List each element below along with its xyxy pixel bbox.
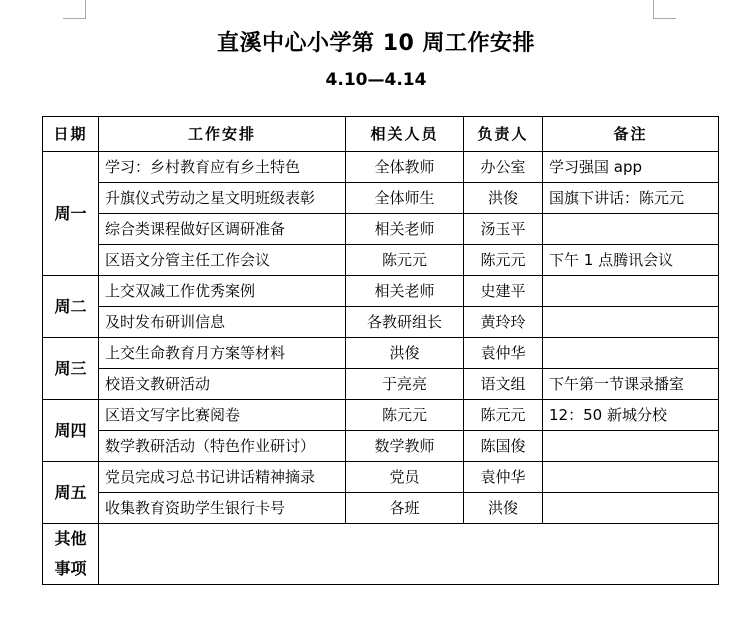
- note-cell: [543, 431, 719, 462]
- table-row: [43, 338, 719, 369]
- task-cell: 收集教育资助学生银行卡号: [99, 493, 346, 524]
- table-row: [43, 152, 719, 183]
- table-row: [43, 245, 719, 276]
- note-cell: 下午 1 点腾讯会议: [543, 245, 719, 276]
- document-title: 直溪中心小学第 10 周工作安排: [217, 31, 535, 56]
- note-cell: [543, 462, 719, 493]
- table-row: [43, 183, 719, 214]
- staff-cell: 陈元元: [346, 400, 464, 431]
- task-cell: 数学教研活动（特色作业研讨）: [99, 431, 346, 462]
- task-cell: 升旗仪式劳动之星文明班级表彰: [99, 183, 346, 214]
- staff-cell: 党员: [346, 462, 464, 493]
- page-corner-mark-left: [63, 0, 86, 19]
- owner-cell: 陈国俊: [464, 431, 543, 462]
- task-cell: 及时发布研训信息: [99, 307, 346, 338]
- table-row: [43, 214, 719, 245]
- other-label-line2: 事项: [54, 559, 87, 578]
- note-cell: 下午第一节课录播室: [543, 369, 719, 400]
- staff-cell: 数学教师: [346, 431, 464, 462]
- other-matters-label: [43, 524, 99, 585]
- owner-cell: 洪俊: [464, 183, 543, 214]
- table-row: [43, 369, 719, 400]
- header-owner: 负责人: [464, 117, 543, 152]
- date-range: 4.10—4.14: [325, 70, 427, 90]
- page-corner-mark-right: [653, 0, 676, 19]
- staff-cell: 陈元元: [346, 245, 464, 276]
- table-row: [43, 462, 719, 493]
- staff-cell: 相关老师: [346, 214, 464, 245]
- note-cell: [543, 276, 719, 307]
- owner-cell: 史建平: [464, 276, 543, 307]
- header-note: 备注: [543, 117, 719, 152]
- owner-cell: 黄玲玲: [464, 307, 543, 338]
- owner-cell: 陈元元: [464, 245, 543, 276]
- note-cell: 学习强国 app: [543, 152, 719, 183]
- table-row: [43, 307, 719, 338]
- owner-cell: 语文组: [464, 369, 543, 400]
- owner-cell: 办公室: [464, 152, 543, 183]
- note-cell: 12：50 新城分校: [543, 400, 719, 431]
- other-matters-row: [43, 524, 719, 585]
- header-task: 工作安排: [99, 117, 346, 152]
- day-label-friday: 周五: [43, 462, 99, 524]
- header-day: 日期: [43, 117, 99, 152]
- table-row: [43, 400, 719, 431]
- task-cell: 上交双减工作优秀案例: [99, 276, 346, 307]
- owner-cell: 陈元元: [464, 400, 543, 431]
- task-cell: 区语文分管主任工作会议: [99, 245, 346, 276]
- day-label-tuesday: 周二: [43, 276, 99, 338]
- day-label-monday: 周一: [43, 152, 99, 276]
- task-cell: 综合类课程做好区调研准备: [99, 214, 346, 245]
- task-cell: 区语文写字比赛阅卷: [99, 400, 346, 431]
- owner-cell: 汤玉平: [464, 214, 543, 245]
- table-row: [43, 276, 719, 307]
- owner-cell: 袁仲华: [464, 462, 543, 493]
- note-cell: [543, 338, 719, 369]
- note-cell: [543, 493, 719, 524]
- note-cell: [543, 307, 719, 338]
- staff-cell: 洪俊: [346, 338, 464, 369]
- task-cell: 校语文教研活动: [99, 369, 346, 400]
- staff-cell: 各教研组长: [346, 307, 464, 338]
- task-cell: 学习：乡村教育应有乡土特色: [99, 152, 346, 183]
- day-label-thursday: 周四: [43, 400, 99, 462]
- header-staff: 相关人员: [346, 117, 464, 152]
- note-cell: 国旗下讲话：陈元元: [543, 183, 719, 214]
- owner-cell: 洪俊: [464, 493, 543, 524]
- owner-cell: 袁仲华: [464, 338, 543, 369]
- other-label-line1: 其他: [54, 529, 87, 548]
- task-cell: 上交生命教育月方案等材料: [99, 338, 346, 369]
- day-label-wednesday: 周三: [43, 338, 99, 400]
- task-cell: 党员完成习总书记讲话精神摘录: [99, 462, 346, 493]
- table-row: [43, 493, 719, 524]
- header-row: [43, 117, 719, 152]
- other-matters-content: [99, 524, 719, 585]
- note-cell: [543, 214, 719, 245]
- table-row: [43, 431, 719, 462]
- staff-cell: 各班: [346, 493, 464, 524]
- staff-cell: 于亮亮: [346, 369, 464, 400]
- staff-cell: 相关老师: [346, 276, 464, 307]
- staff-cell: 全体师生: [346, 183, 464, 214]
- staff-cell: 全体教师: [346, 152, 464, 183]
- schedule-table: [42, 116, 719, 585]
